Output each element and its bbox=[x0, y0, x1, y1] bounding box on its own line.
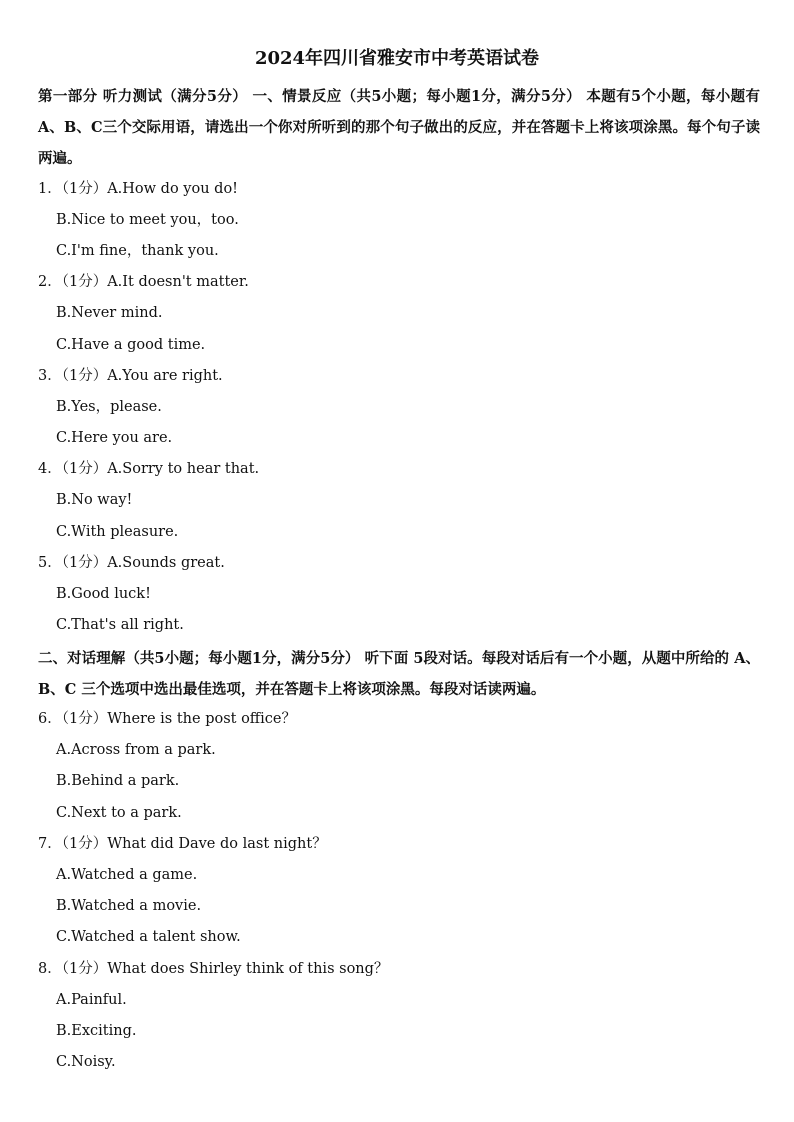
question-8-stem: 8．（1分）What does Shirley think of this song？ bbox=[38, 961, 389, 977]
question-5-option-c: C.That's all right. bbox=[56, 617, 184, 633]
exam-title: 2024年四川省雅安市中考英语试卷 bbox=[254, 48, 540, 69]
question-1-option-b: B.Nice to meet you，too. bbox=[56, 212, 239, 228]
question-7-option-a: A.Watched a game. bbox=[56, 867, 198, 883]
question-6-stem: 6．（1分）Where is the post office？ bbox=[38, 711, 296, 727]
question-8-option-b: B.Exciting. bbox=[56, 1023, 137, 1039]
question-6-option-b: B.Behind a park. bbox=[56, 773, 180, 789]
question-2-option-c: C.Have a good time. bbox=[56, 337, 206, 353]
question-8-option-a: A.Painful. bbox=[56, 992, 127, 1008]
question-7-option-b: B.Watched a movie. bbox=[56, 898, 202, 914]
question-3-option-c: C.Here you are. bbox=[56, 430, 173, 446]
question-1-stem: 1．（1分）A.How do you do! bbox=[38, 181, 239, 197]
question-7-stem: 7．（1分）What did Dave do last night？ bbox=[38, 836, 327, 852]
question-8-option-c: C.Noisy. bbox=[56, 1054, 116, 1070]
question-7-option-c: C.Watched a talent show. bbox=[56, 929, 241, 945]
question-6-option-c: C.Next to a park. bbox=[56, 805, 182, 821]
question-4-stem: 4．（1分）A.Sorry to hear that. bbox=[38, 461, 260, 477]
question-5-option-b: B.Good luck! bbox=[56, 586, 151, 602]
question-3-stem: 3．（1分）A.You are right. bbox=[38, 368, 223, 384]
question-3-option-b: B.Yes，please. bbox=[56, 399, 162, 415]
section-1-instructions: 第一部分 听力测试（满分5分） 一、情景反应（共5小题；每小题1分，满分5分） 本题有5个小题，每小题有A、B、C三个交际用语，请选出一个你对所听到的那个句子做出的反应，并在答题卡上将该项涂黑。每个句子读两遍。 bbox=[38, 88, 760, 167]
section-2-instructions: 二、对话理解（共5小题；每小题1分，满分5分） 听下面 5段对话。每段对话后有一个小题，从题中所给的 A、B、C 三个选项中选出最佳选项，并在答题卡上将该项涂黑。每段对话读两遍。 bbox=[38, 650, 760, 698]
question-4-option-c: C.With pleasure. bbox=[56, 524, 179, 540]
question-2-option-b: B.Never mind. bbox=[56, 305, 163, 321]
question-6-option-a: A.Across from a park. bbox=[56, 742, 216, 758]
question-5-stem: 5．（1分）A.Sounds great. bbox=[38, 555, 225, 571]
question-2-stem: 2．（1分）A.It doesn't matter. bbox=[38, 274, 249, 290]
question-4-option-b: B.No way! bbox=[56, 492, 133, 508]
question-1-option-c: C.I'm fine，thank you. bbox=[56, 243, 219, 259]
